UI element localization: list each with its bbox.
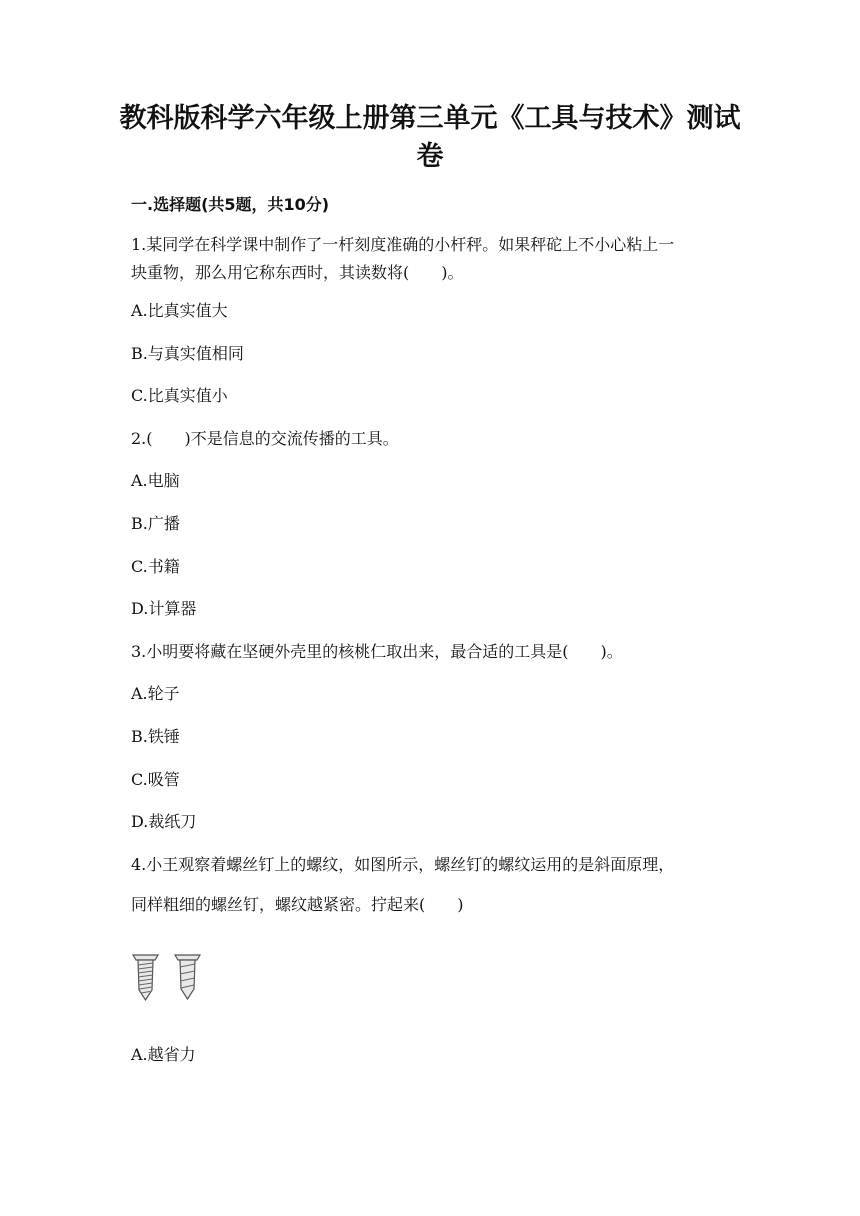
question-4-stem-line-1: 4.小王观察着螺丝钉上的螺纹，如图所示，螺丝钉的螺纹运用的是斜面原理， bbox=[131, 855, 675, 874]
question-4-stem-line-2: 同样粗细的螺丝钉，螺纹越紧密。拧起来( ) bbox=[131, 895, 464, 914]
question-2-option-a: A.电脑 bbox=[131, 471, 180, 490]
question-2-option-d: D.计算器 bbox=[131, 599, 197, 618]
screw-left-icon bbox=[133, 955, 158, 1000]
question-3-option-b: B.铁锤 bbox=[131, 727, 180, 746]
question-3-stem: 3.小明要将藏在坚硬外壳里的核桃仁取出来，最合适的工具是( )。 bbox=[131, 642, 623, 661]
question-2-stem: 2.( )不是信息的交流传播的工具。 bbox=[131, 429, 399, 448]
question-1-option-a: A.比真实值大 bbox=[131, 301, 228, 320]
question-4-option-a: A.越省力 bbox=[131, 1045, 196, 1064]
question-3-option-a: A.轮子 bbox=[131, 684, 180, 703]
screw-right-icon bbox=[175, 955, 200, 999]
question-1-stem-line-2: 块重物，那么用它称东西时，其读数将( )。 bbox=[131, 263, 464, 282]
question-1-option-b: B.与真实值相同 bbox=[131, 344, 244, 363]
question-3-option-d: D.裁纸刀 bbox=[131, 812, 197, 831]
question-3-option-c: C.吸管 bbox=[131, 770, 180, 789]
question-1-stem-line-1: 1.某同学在科学课中制作了一杆刻度准确的小杆秤。如果秤砣上不小心粘上一 bbox=[131, 235, 675, 254]
question-1-option-c: C.比真实值小 bbox=[131, 386, 228, 405]
two-screws-image bbox=[131, 952, 211, 1004]
page-title: 教科版科学六年级上册第三单元《工具与技术》测试卷 bbox=[119, 103, 741, 172]
question-2-option-c: C.书籍 bbox=[131, 557, 180, 576]
section-heading: 一.选择题(共5题，共10分) bbox=[131, 195, 330, 214]
question-2-option-b: B.广播 bbox=[131, 514, 180, 533]
